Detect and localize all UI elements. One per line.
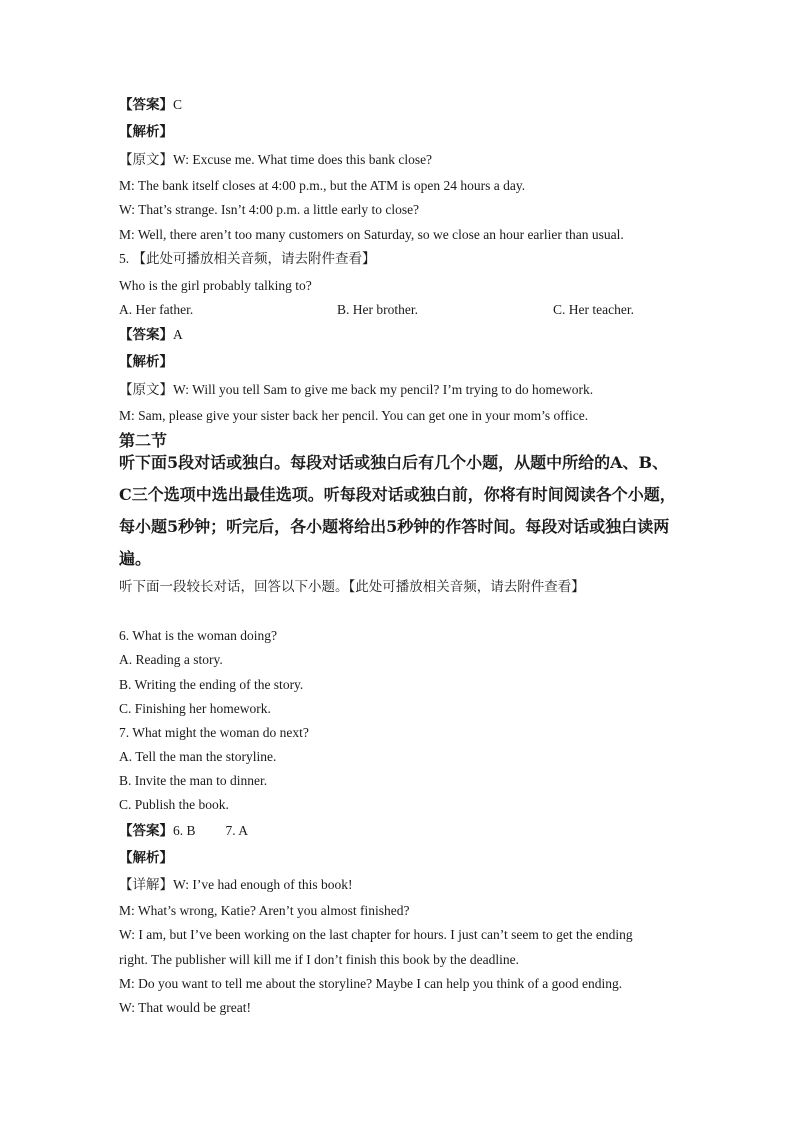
q67-detail-line-1: [119, 876, 352, 894]
q4-analysis-tag: 【解析】: [119, 124, 173, 139]
answer-tag: 【答案】: [119, 327, 173, 342]
answer-tag: 【答案】: [119, 823, 173, 838]
q5-option-b: B. Her brother.: [337, 302, 418, 317]
q5-transcript-line-1: [119, 381, 593, 399]
section-title: 第二节: [119, 431, 168, 450]
q5-header: 5. 【此处可播放相关音频，请去附件查看】: [119, 251, 376, 266]
transcript-text: W: Will you tell Sam to give me back my pencil? I’m trying to do homework.: [173, 382, 594, 397]
q6-question: 6. What is the woman doing?: [119, 628, 277, 643]
q67-detail-line-5: M: Do you want to tell me about the storyline? Maybe I can help you think of a good ending.: [119, 976, 623, 991]
q5-analysis-tag: 【解析】: [119, 354, 173, 369]
q67-detail-line-4: right. The publisher will kill me if I don’t finish this book by the deadline.: [119, 952, 519, 967]
section-instruction: 听下面5段对话或独白。每段对话或独白后有几个小题，从题中所给的A、B、C三个选项中选出最佳选项。听每段对话或独白前，你将有时间阅读各个小题，每小题5秒钟；听完后，各小题将给出5秒钟的作答时间。每段对话或独白读两遍。: [119, 453, 676, 568]
q6-option-a: A. Reading a story.: [119, 652, 223, 667]
transcript-tag: 【原文】: [119, 152, 173, 167]
answer-value: A: [173, 327, 183, 342]
answer-7: 7. A: [225, 823, 249, 838]
answer-tag: 【答案】: [119, 97, 173, 112]
q6-option-b: B. Writing the ending of the story.: [119, 677, 304, 692]
detail-tag: 【详解】: [119, 877, 173, 892]
answer-value: C: [173, 97, 183, 112]
q4-transcript-line-3: W: That’s strange. Isn’t 4:00 p.m. a little early to close?: [119, 202, 420, 217]
transcript-text: W: Excuse me. What time does this bank close?: [173, 152, 433, 167]
q5-question: Who is the girl probably talking to?: [119, 278, 312, 293]
q67-detail-line-6: W: That would be great!: [119, 1000, 251, 1015]
transcript-tag: 【原文】: [119, 382, 173, 397]
q67-answer-line: [119, 822, 248, 840]
q5-option-c: C. Her teacher.: [553, 302, 634, 317]
q5-transcript-line-2: M: Sam, please give your sister back her pencil. You can get one in your mom’s office.: [119, 408, 589, 423]
q67-analysis-tag: 【解析】: [119, 850, 173, 865]
q7-option-a: A. Tell the man the storyline.: [119, 749, 277, 764]
q7-question: 7. What might the woman do next?: [119, 725, 309, 740]
q7-option-b: B. Invite the man to dinner.: [119, 773, 268, 788]
q7-option-c: C. Publish the book.: [119, 797, 229, 812]
section-prompt: 听下面一段较长对话，回答以下小题。【此处可播放相关音频，请去附件查看】: [119, 579, 585, 594]
q4-transcript-line-4: M: Well, there aren’t too many customers on Saturday, so we close an hour earlier than usual.: [119, 227, 624, 242]
q4-transcript-line-2: M: The bank itself closes at 4:00 p.m., but the ATM is open 24 hours a day.: [119, 178, 526, 193]
q5-option-a: A. Her father.: [119, 302, 194, 317]
detail-text: W: I’ve had enough of this book!: [173, 877, 353, 892]
q6-option-c: C. Finishing her homework.: [119, 701, 271, 716]
q4-answer-line: [119, 96, 182, 114]
q67-detail-line-2: M: What’s wrong, Katie? Aren’t you almost finished?: [119, 903, 410, 918]
answer-6: 6. B: [173, 823, 196, 838]
q5-answer-line: [119, 326, 183, 344]
q67-detail-line-3: W: I am, but I’ve been working on the last chapter for hours. I just can’t seem to get the ending: [119, 927, 633, 942]
q4-transcript-line-1: [119, 151, 432, 169]
